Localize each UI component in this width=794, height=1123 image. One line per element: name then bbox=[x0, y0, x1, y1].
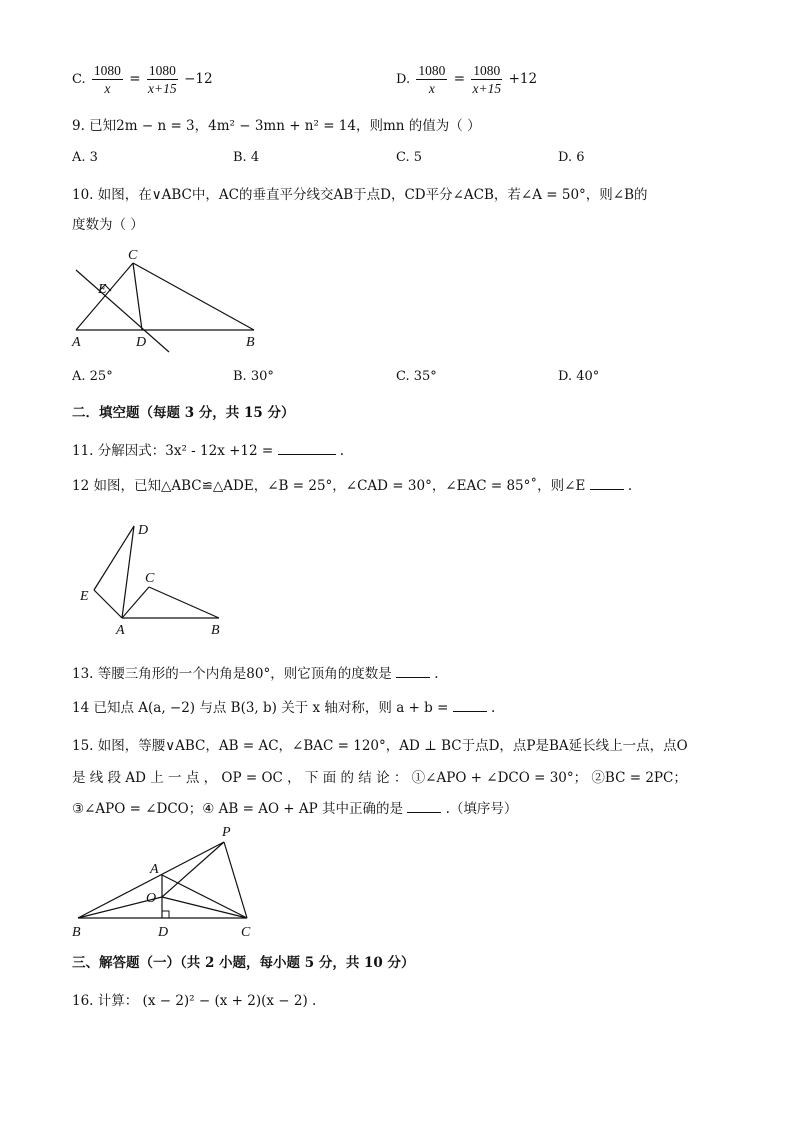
answer-blank[interactable] bbox=[453, 699, 487, 712]
q8-d-fraction-1 bbox=[416, 62, 447, 97]
denominator: x bbox=[104, 81, 111, 96]
q12 bbox=[72, 474, 632, 494]
answer-blank[interactable] bbox=[590, 477, 624, 490]
q13-period: . bbox=[434, 666, 439, 682]
label-o: O bbox=[146, 891, 157, 906]
denominator: x bbox=[428, 81, 435, 96]
q16-text: 16. 计算： (x − 2)² − (x + 2)(x − 2) . bbox=[72, 993, 317, 1009]
label-e: E bbox=[80, 589, 89, 604]
q10-text-line2: 度数为（ ） bbox=[72, 217, 144, 233]
numerator: 1080 bbox=[473, 63, 501, 78]
label-e: E bbox=[98, 282, 107, 297]
q15-text-line3 bbox=[72, 797, 517, 817]
label-a: A bbox=[72, 335, 81, 350]
q10-option-b: B. 30° bbox=[233, 369, 274, 384]
denominator: x+15 bbox=[472, 81, 502, 96]
right-angle-mark bbox=[162, 911, 169, 918]
q8-option-d bbox=[396, 62, 537, 97]
q9-text: 9. 已知2m − n = 3，4m² − 3mn + n² = 14，则mn 的值为（ ） bbox=[72, 118, 481, 134]
q12-text: 12 如图，已知△ABC≌△ADE，∠B = 25°，∠CAD = 30°，∠EAC = 85°˚，则∠E bbox=[72, 478, 586, 494]
q8-option-d-letter: D. bbox=[396, 72, 411, 87]
q14 bbox=[72, 696, 495, 716]
q10-option-c: C. 35° bbox=[396, 369, 437, 384]
q15-line3-end: .（填序号） bbox=[445, 801, 518, 817]
answer-blank[interactable] bbox=[278, 442, 336, 455]
q15-figure bbox=[66, 820, 266, 944]
segment-pc bbox=[224, 842, 247, 918]
section-3-title: 三、解答题（一）（共 2 小题，每小题 5 分，共 10 分） bbox=[72, 955, 415, 971]
label-d: D bbox=[136, 335, 147, 350]
q12-figure bbox=[74, 518, 234, 640]
q10-text-line1: 10. 如图，在∨ABC中，AC的垂直平分线交AB于点D，CD平分∠ACB，若∠A = 50°，则∠B的 bbox=[72, 187, 648, 203]
label-a: A bbox=[116, 623, 125, 638]
q10-figure bbox=[66, 244, 266, 354]
q12-period: . bbox=[627, 478, 633, 494]
q15-text-line1: 15. 如图，等腰∨ABC，AB = AC，∠BAC = 120°，AD ⊥ BC于点D，点P是BA延长线上一点，点O bbox=[72, 738, 688, 754]
q15-line3-text: ③∠APO = ∠DCO；④ AB = AO + AP 其中正确的是 bbox=[72, 801, 404, 817]
q8-c-fraction-2 bbox=[147, 62, 178, 97]
q8-option-c bbox=[72, 62, 213, 97]
q15-text-line2: 是 线 段 AD 上 一 点 ， OP = OC ， 下 面 的 结 论 ： ①∠APO + ∠DCO = 30°； ②BC = 2PC； bbox=[72, 770, 687, 786]
label-b: B bbox=[72, 925, 81, 940]
label-c: C bbox=[241, 925, 251, 940]
answer-blank[interactable] bbox=[396, 665, 430, 678]
segment-ac bbox=[122, 587, 149, 618]
tail-term: +12 bbox=[508, 71, 538, 87]
numerator: 1080 bbox=[148, 63, 176, 78]
q13 bbox=[72, 662, 439, 682]
segment-cd bbox=[133, 263, 142, 330]
segment-oc bbox=[162, 897, 247, 918]
label-d: D bbox=[158, 925, 169, 940]
segment-de bbox=[94, 526, 134, 590]
side-cb bbox=[133, 263, 254, 330]
q11 bbox=[72, 439, 344, 459]
q9-option-d: D. 6 bbox=[558, 150, 585, 165]
segment-ea bbox=[94, 590, 122, 618]
label-d: D bbox=[138, 523, 149, 538]
q11-period: . bbox=[339, 443, 345, 459]
answer-blank[interactable] bbox=[407, 800, 441, 813]
segment-ad bbox=[122, 526, 134, 618]
segment-ac bbox=[162, 875, 247, 918]
q9-option-b: B. 4 bbox=[233, 150, 260, 165]
q9-option-c: C. 5 bbox=[396, 150, 423, 165]
q10-option-a: A. 25° bbox=[72, 369, 113, 384]
q8-c-fraction-1 bbox=[92, 62, 123, 97]
numerator: 1080 bbox=[93, 63, 121, 78]
section-2-title: 二．填空题（每题 3 分，共 15 分） bbox=[72, 405, 295, 421]
equals-sign: = bbox=[129, 71, 141, 87]
segment-cb bbox=[149, 587, 219, 618]
label-p: P bbox=[222, 825, 231, 840]
label-a: A bbox=[150, 862, 159, 877]
q9-option-a: A. 3 bbox=[72, 150, 98, 165]
label-b: B bbox=[246, 335, 255, 350]
q10-option-d: D. 40° bbox=[558, 369, 600, 384]
label-b: B bbox=[211, 623, 220, 638]
numerator: 1080 bbox=[418, 63, 446, 78]
denominator: x+15 bbox=[148, 81, 177, 96]
q8-d-fraction-2 bbox=[471, 62, 502, 97]
label-c: C bbox=[128, 248, 138, 263]
q8-option-c-letter: C. bbox=[72, 72, 86, 87]
perpendicular-bisector bbox=[76, 270, 169, 352]
q14-text: 14 已知点 A(a, −2) 与点 B(3, b) 关于 x 轴对称，则 a + b = bbox=[72, 700, 449, 716]
tail-term: −12 bbox=[184, 71, 213, 87]
label-c: C bbox=[145, 571, 155, 586]
q11-text: 11. 分解因式：3x² - 12x +12 = bbox=[72, 443, 274, 459]
equals-sign: = bbox=[453, 71, 465, 87]
q13-text: 13. 等腰三角形的一个内角是80°，则它顶角的度数是 bbox=[72, 666, 392, 682]
q14-period: . bbox=[491, 700, 496, 716]
